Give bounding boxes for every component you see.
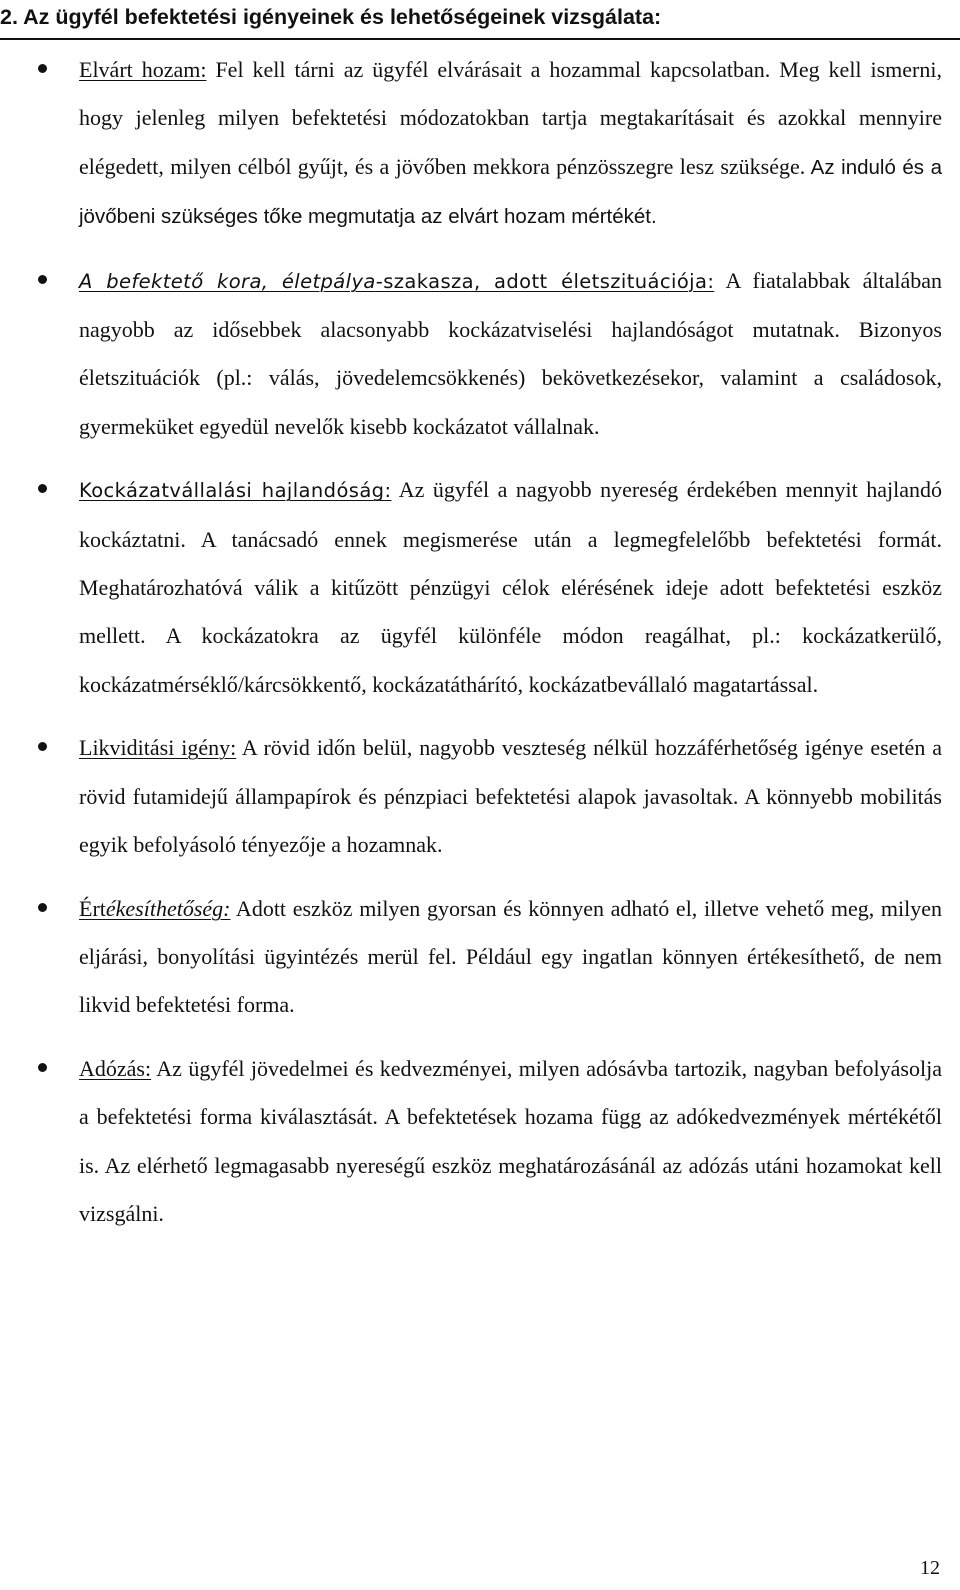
item-text-sans: Az induló és a jövőbeni szükséges tőke megmutatja az elvárt hozam mértékét. [79,155,942,228]
bullet-icon [38,742,47,751]
bullet-icon [38,1063,47,1072]
bullet-icon [38,64,47,73]
list-item-ertekesithetoseg [0,885,942,1030]
item-text: Az ügyfél jövedelmei és kedvezményei, milyen adósávba tartozik, nagyban befolyásolja a befektetési forma kiválasztását. A befektetések hozama függ az adókedvezmények mértékétől is. Az elérhető legmagasabb nyereségű eszköz meghatározásánál az adózás utáni hozamokat kell vizsgálni. [79,1056,942,1227]
term-likviditasi-igeny: Likviditási igény: [79,735,237,761]
term-italic: A befektető kora, életpálya [79,269,376,293]
term-ertekesithetoseg [79,896,231,921]
list-item-adozas [0,1045,942,1238]
bullet-icon [38,275,47,284]
term-befekteto-kora [79,270,714,293]
term-rest: -szakasza, adott életszituációja: [375,269,715,293]
section-heading: 2. Az ügyfél befektetési igényeinek és lehetőségeinek vizsgálata: [0,2,960,40]
list-item-kockazatvallalasi-hajlandosag [0,466,942,708]
term-italic: ékesíthetőség: [105,895,231,921]
item-text: Adott eszköz milyen gyorsan és könnyen adható el, illetve vehető meg, milyen eljárási, bonyolítási ügyintézés merül fel. Például egy ingatlan könnyen értékesíthető, de nem likvid befektetési forma. [79,895,942,1018]
term-adozas: Adózás: [79,1056,152,1082]
term-elvart-hozam: Elvárt hozam: [79,57,207,82]
term-plain: Ért [79,895,106,921]
item-text: A rövid időn belül, nagyobb veszteség nélkül hozzáférhetőség igénye esetén a rövid futamidejű állampapírok és pénzpiaci befektetési alapok javasoltak. A könnyebb mobilitás egyik befolyásoló tényezője a hozamnak. [79,735,942,857]
item-text: Az ügyfél a nagyobb nyereség érdekében mennyit hajlandó kockáztatni. A tanácsadó ennek megismerése után a legmegfelelőbb befektetési formát. Meghatározhatóvá válik a kitűzött pénzügyi célok elérésének ideje adott befektetési eszköz mellett. A kockázatokra az ügyfél különféle módon reagálhat, pl.: kockázatkerülő, kockázatmérséklő/kárcsökkentő, kockázatáthárító, kockázatbevállaló magatartással. [79,477,943,697]
list-item-elvart-hozam [0,46,942,241]
list-item-befekteto-kora [0,257,942,451]
bullet-icon [38,484,47,493]
term-kockazatvallalasi-hajlandosag: Kockázatvállalási hajlandóság: [79,479,392,503]
item-text: A fiatalabbak általában nagyobb az idősebbek alacsonyabb kockázatviselési hajlandóságot mutatnak. Bizonyos életszituációk (pl.: válás, jövedelemcsökkenés) bekövetkezésekor, valamint a családosok, gyermeküket egyedül nevelők kisebb kockázatot vállalnak. [79,267,942,439]
list-item-likviditasi-igeny [0,724,942,869]
criteria-list [0,46,960,1254]
page-number: 12 [920,1557,940,1579]
bullet-icon [38,903,47,912]
item-text: Fel kell tárni az ügyfél elvárásait a hozammal kapcsolatban. Meg kell ismerni, hogy jelenleg milyen befektetési módozatokban tartja megtakarításait és azokkal mennyire elégedett, milyen célból gyűjt, és a jövőben mekkora pénzösszegre lesz szüksége. [79,57,943,179]
